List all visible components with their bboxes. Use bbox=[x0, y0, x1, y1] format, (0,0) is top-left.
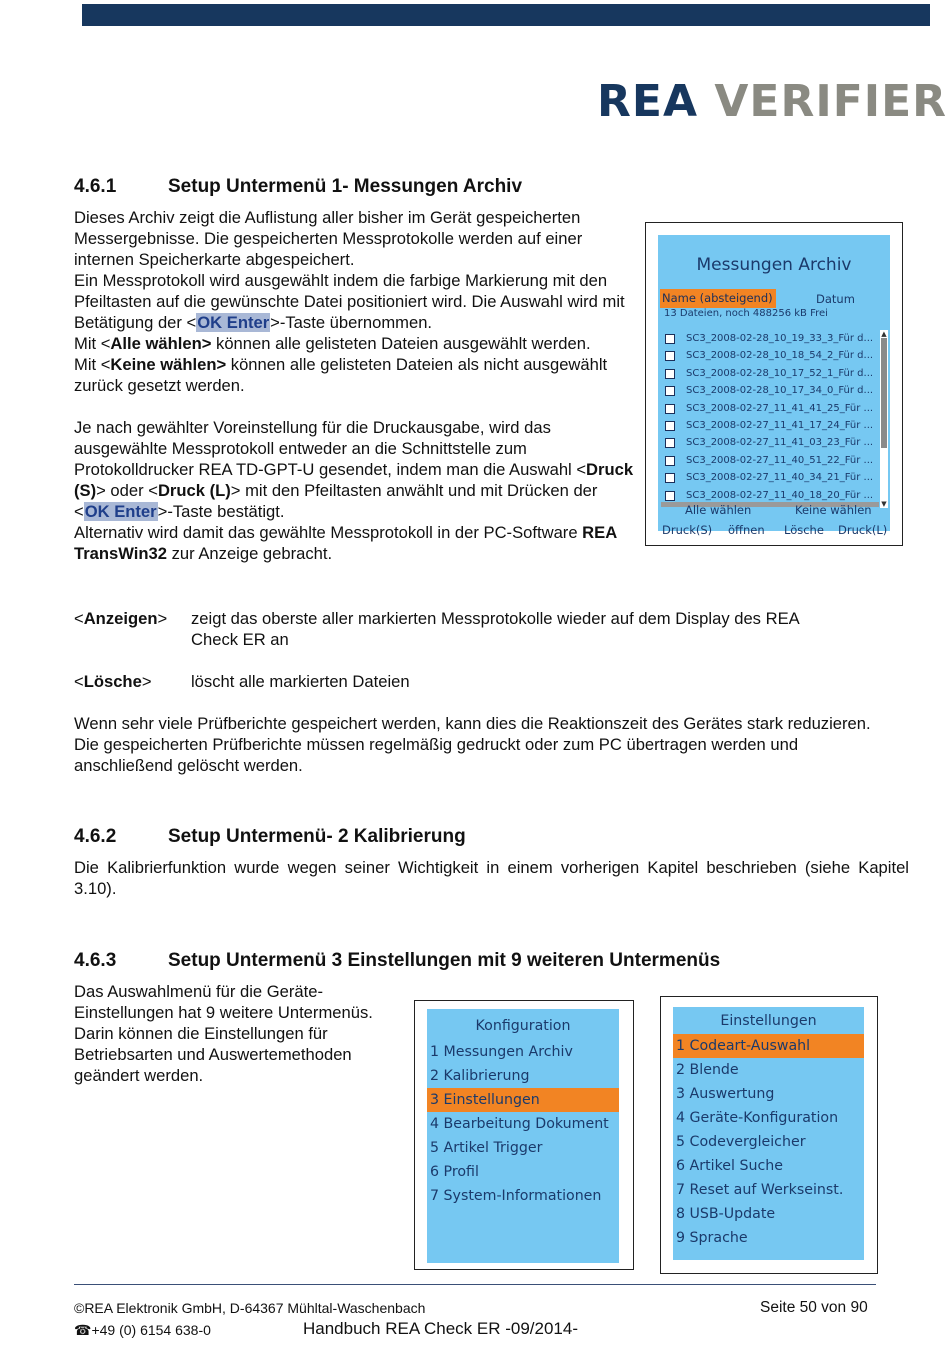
ok-enter-key: OK Enter bbox=[197, 313, 270, 332]
file-checkbox[interactable] bbox=[665, 421, 675, 431]
archive-screen bbox=[658, 235, 890, 537]
file-checkbox[interactable] bbox=[665, 473, 675, 483]
menu-item[interactable]: 2 Blende bbox=[676, 1062, 739, 1078]
archive-title: Messungen Archiv bbox=[696, 255, 852, 275]
brand-rea: REA bbox=[597, 76, 698, 127]
text: können alle gelisteten Dateien ausgewählt werden. bbox=[211, 334, 591, 353]
text: Mit < bbox=[74, 334, 111, 353]
section-461-body bbox=[74, 207, 634, 564]
menu-item[interactable]: 4 Bearbeitung Dokument bbox=[430, 1116, 609, 1132]
section-463-text: Das Auswahlmenü für die Geräte-Einstellungen hat 9 weitere Untermenüs. Darin können die Einstellungen für Betriebsarten und Auswertemethoden geändert werden. bbox=[74, 982, 373, 1085]
paragraph bbox=[74, 270, 634, 333]
menu-item[interactable]: 4 Geräte-Konfiguration bbox=[676, 1110, 839, 1126]
def-text-anzeigen: zeigt das oberste aller markierten Messprotokolle wieder auf dem Display des REA Check ER an bbox=[191, 609, 799, 649]
spacer bbox=[74, 396, 634, 417]
archive-screenshot-frame bbox=[645, 222, 903, 546]
file-name: SC3_2008-02-28_10_17_52_1_Für d... bbox=[686, 367, 874, 379]
text: Mit < bbox=[74, 355, 111, 374]
file-checkbox[interactable] bbox=[665, 438, 675, 448]
def-term-loesche: <Lösche> bbox=[74, 672, 152, 691]
scroll-down-arrow-icon[interactable]: ▼ bbox=[881, 500, 887, 508]
section-heading-463 bbox=[74, 950, 720, 972]
file-checkbox[interactable] bbox=[665, 491, 675, 501]
menu-item[interactable]: 5 Codevergleicher bbox=[676, 1134, 806, 1150]
file-list-item[interactable] bbox=[658, 400, 882, 417]
footer-page-number: Seite 50 von 90 bbox=[760, 1299, 868, 1316]
file-checkbox[interactable] bbox=[665, 369, 675, 379]
footer-rule bbox=[74, 1284, 876, 1285]
header-bar bbox=[82, 4, 930, 26]
file-name: SC3_2008-02-27_11_41_03_23_Für ... bbox=[686, 437, 874, 449]
select-none-button[interactable]: Keine wählen bbox=[795, 503, 872, 517]
menu-item[interactable]: 5 Artikel Trigger bbox=[430, 1140, 543, 1156]
bold-term: Lösche bbox=[83, 672, 142, 691]
menu-item[interactable]: 7 System-Informationen bbox=[430, 1188, 602, 1204]
file-checkbox[interactable] bbox=[665, 351, 675, 361]
brand-logo bbox=[597, 76, 947, 127]
archive-info: 13 Dateien, noch 488256 kB Frei bbox=[664, 308, 828, 319]
paragraph bbox=[74, 354, 634, 396]
bold-term: Keine wählen> bbox=[110, 355, 227, 374]
open-button[interactable]: öffnen bbox=[728, 523, 765, 537]
text: können alle gelisteten Dateien als nicht ausgewählt zurück gesetzt werden. bbox=[74, 355, 608, 395]
section-number: 4.6.2 bbox=[74, 826, 117, 847]
file-list-item[interactable] bbox=[658, 330, 882, 347]
settings-title: Einstellungen bbox=[720, 1013, 817, 1029]
config-title: Konfiguration bbox=[475, 1018, 571, 1034]
footer-copyright: ©REA Elektronik GmbH, D-64367 Mühltal-Waschenbach bbox=[74, 1300, 426, 1316]
file-name: SC3_2008-02-27_11_40_51_22_Für ... bbox=[686, 454, 874, 466]
file-name: SC3_2008-02-28_10_18_54_2_Für d... bbox=[686, 350, 874, 362]
bold-term: Druck (L) bbox=[157, 481, 231, 500]
footer-manual-title: Handbuch REA Check ER -09/2014- bbox=[303, 1319, 578, 1338]
bold-term: Anzeigen bbox=[83, 609, 158, 628]
paragraph bbox=[74, 333, 634, 354]
paragraph bbox=[74, 522, 634, 564]
paragraph-note: Wenn sehr viele Prüfberichte gespeichert werden, kann dies die Reaktionszeit des Gerätes stark reduzieren. Die gespeicherten Prüfberichte müssen regelmäßig gedruckt oder zum PC übertragen werden und anschließend gelöscht werden. bbox=[74, 714, 871, 775]
paragraph: Dieses Archiv zeigt die Auflistung aller bisher im Gerät gespeicherten Messergebnisse. Die gespeicherten Messprotokolle werden auf einer internen Speicherkarte abgespeichert. bbox=[74, 208, 583, 269]
menu-item[interactable]: 7 Reset auf Werkseinst. bbox=[676, 1182, 844, 1198]
section-heading-461 bbox=[74, 176, 522, 198]
scroll-up-arrow-icon[interactable]: ▲ bbox=[881, 330, 887, 338]
text: Je nach gewählter Voreinstellung für die Druckausgabe, wird das ausgewählte Messprotokoll entweder an die Schnittstelle zum Protokolldrucker REA TD-GPT-U gesendet, indem man die Auswahl < bbox=[74, 418, 587, 479]
file-name: SC3_2008-02-27_11_40_18_20_Für ... bbox=[686, 489, 874, 501]
text: > oder < bbox=[96, 481, 158, 500]
file-name: SC3_2008-02-28_10_19_33_3_Für d... bbox=[686, 333, 874, 344]
scrollbar-thumb[interactable] bbox=[881, 338, 887, 448]
section-title: Setup Untermenü 1- Messungen Archiv bbox=[168, 176, 523, 197]
footer-phone: ☎+49 (0) 6154 638-0 bbox=[74, 1322, 211, 1338]
section-title: Setup Untermenü 3 Einstellungen mit 9 weiteren Untermenüs bbox=[168, 950, 721, 971]
menu-item[interactable]: 3 Einstellungen bbox=[427, 1088, 619, 1112]
file-checkbox[interactable] bbox=[665, 456, 675, 466]
print-l-button[interactable]: Druck(L) bbox=[838, 523, 888, 537]
sort-name-descending[interactable]: Name (absteigend) bbox=[660, 289, 776, 308]
paragraph bbox=[74, 417, 634, 522]
def-text-loesche: löscht alle markierten Dateien bbox=[191, 672, 410, 691]
bold-term: Druck (S) bbox=[74, 460, 634, 500]
text: Alternativ wird damit das gewählte Messprotokoll in der PC-Software bbox=[74, 523, 583, 542]
file-list-item[interactable] bbox=[658, 347, 882, 364]
menu-item[interactable]: 1 Messungen Archiv bbox=[430, 1044, 573, 1060]
file-list-item[interactable] bbox=[658, 382, 882, 399]
text: Ein Messprotokoll wird ausgewählt indem die farbige Markierung mit den Pfeiltasten auf die gewünschte Datei positioniert wird. Die Auswahl wird mit Betätigung der < bbox=[74, 271, 625, 332]
file-checkbox[interactable] bbox=[665, 334, 675, 344]
scrollbar[interactable] bbox=[880, 330, 888, 508]
text: > mit den Pfeiltasten anwählt und mit Drücken der < bbox=[74, 481, 598, 521]
config-screen bbox=[427, 1009, 619, 1263]
file-list-item[interactable] bbox=[658, 434, 882, 451]
menu-item[interactable]: 6 Artikel Suche bbox=[676, 1158, 783, 1174]
menu-item[interactable]: 9 Sprache bbox=[676, 1230, 748, 1246]
section-number: 4.6.1 bbox=[74, 176, 117, 197]
file-name: SC3_2008-02-27_11_41_41_25_Für ... bbox=[686, 402, 874, 414]
bold-term: REA TransWin32 bbox=[74, 523, 617, 563]
file-checkbox[interactable] bbox=[665, 404, 675, 414]
menu-item[interactable]: 3 Auswertung bbox=[676, 1086, 775, 1102]
def-term-anzeigen: <Anzeigen> bbox=[74, 609, 168, 628]
menu-item[interactable]: 2 Kalibrierung bbox=[430, 1068, 530, 1084]
file-list-item[interactable] bbox=[658, 452, 882, 469]
menu-item[interactable]: 6 Profil bbox=[430, 1164, 479, 1180]
settings-screenshot-frame bbox=[660, 996, 878, 1274]
file-name: SC3_2008-02-27_11_41_17_24_Für ... bbox=[686, 419, 874, 431]
settings-screen bbox=[673, 1007, 864, 1260]
config-screenshot-frame bbox=[414, 1000, 634, 1270]
file-list bbox=[658, 330, 882, 504]
menu-item[interactable]: 8 USB-Update bbox=[676, 1206, 776, 1222]
bold-term: Alle wählen> bbox=[110, 334, 212, 353]
section-number: 4.6.3 bbox=[74, 950, 117, 971]
brand-verifier: VERIFIER bbox=[714, 76, 948, 127]
file-list-item[interactable] bbox=[658, 365, 882, 382]
section-heading-462 bbox=[74, 826, 466, 848]
sort-date[interactable]: Datum bbox=[816, 292, 855, 306]
text: >-Taste bestätigt. bbox=[157, 502, 285, 521]
file-name: SC3_2008-02-27_11_40_34_21_Für ... bbox=[686, 472, 874, 484]
file-name: SC3_2008-02-28_10_17_34_0_Für d... bbox=[686, 385, 874, 397]
file-list-item[interactable] bbox=[658, 417, 882, 434]
select-all-button[interactable]: Alle wählen bbox=[685, 503, 752, 517]
menu-item[interactable]: 1 Codeart-Auswahl bbox=[673, 1034, 864, 1058]
file-list-item[interactable] bbox=[658, 469, 882, 486]
section-title: Setup Untermenü- 2 Kalibrierung bbox=[168, 826, 466, 847]
section-462-text: Die Kalibrierfunktion wurde wegen seiner Wichtigkeit in einem vorherigen Kapitel beschrieben (siehe Kapitel 3.10). bbox=[74, 858, 909, 898]
text: zur Anzeige gebracht. bbox=[167, 544, 333, 563]
file-checkbox[interactable] bbox=[665, 386, 675, 396]
ok-enter-key: OK Enter bbox=[84, 502, 157, 521]
text: >-Taste übernommen. bbox=[270, 313, 433, 332]
print-s-button[interactable]: Druck(S) bbox=[662, 523, 713, 537]
delete-button[interactable]: Lösche bbox=[784, 523, 824, 537]
